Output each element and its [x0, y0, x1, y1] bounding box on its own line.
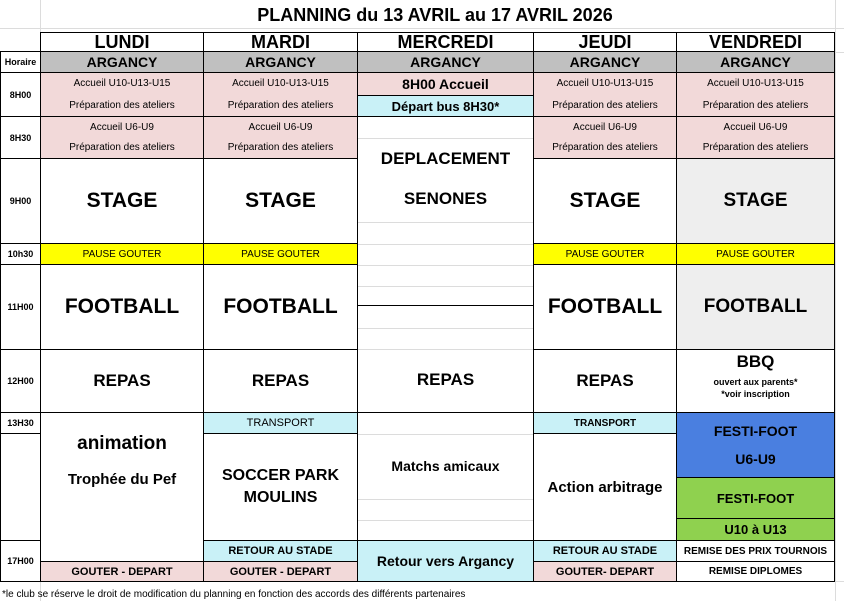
accueil-u10-label: Accueil U10-U13-U15: [73, 78, 171, 90]
mercredi-senones-label: SENONES: [403, 189, 488, 208]
grid-line: [0, 28, 844, 29]
location-mercredi: ARGANCY: [357, 51, 534, 73]
hour-10h30: 10h30: [0, 243, 41, 265]
row-line: [358, 520, 533, 521]
jeudi-repas: REPAS: [533, 349, 677, 413]
day-header-jeudi: JEUDI: [533, 32, 677, 52]
vendredi-bbq: [676, 349, 835, 413]
preparation-label: Préparation des ateliers: [552, 142, 658, 154]
accueil-u6-label: Accueil U6-U9: [90, 121, 154, 133]
row-line: [358, 349, 533, 350]
lundi-repas: REPAS: [40, 349, 204, 413]
vendredi-stage: STAGE: [676, 158, 835, 244]
vendredi-bbq-label: BBQ: [736, 352, 775, 371]
hour-13h30: 13H30: [0, 412, 41, 434]
location-vendredi: ARGANCY: [676, 51, 835, 73]
lundi-gouter: GOUTER - DEPART: [40, 561, 204, 582]
row-line: [358, 222, 533, 223]
mardi-moulins-label: MOULINS: [243, 489, 318, 506]
vendredi-football: FOOTBALL: [676, 264, 835, 350]
mardi-soccer-label: SOCCER PARK: [221, 467, 340, 484]
mardi-pause: PAUSE GOUTER: [203, 243, 358, 265]
accueil-u10-label: Accueil U10-U13-U15: [707, 78, 804, 90]
mercredi-matchs-block: [357, 412, 534, 541]
preparation-label: Préparation des ateliers: [227, 142, 334, 154]
hour-8h30: 8H30: [0, 116, 41, 159]
mercredi-deplacement: [357, 116, 534, 306]
accueil-u6-label: Accueil U6-U9: [573, 121, 637, 133]
preparation-label: Préparation des ateliers: [69, 142, 175, 154]
vendredi-festi-u6: [676, 412, 835, 478]
mercredi-matchs: Matchs amicaux: [391, 458, 500, 474]
vendredi-u10-u13: U10 à U13: [676, 518, 835, 541]
jeudi-stage: STAGE: [533, 158, 677, 244]
page-title: PLANNING du 13 AVRIL au 17 AVRIL 2026: [257, 5, 613, 25]
lundi-football: FOOTBALL: [40, 264, 204, 350]
mercredi-retour: Retour vers Argancy: [357, 540, 534, 582]
footnote: *le club se réserve le droit de modification du planning en fonction des accords des différents partenaires: [2, 589, 466, 600]
day-header-vendredi: VENDREDI: [676, 32, 835, 52]
grid-line: [835, 0, 836, 601]
preparation-label: Préparation des ateliers: [227, 99, 334, 111]
jeudi-arbitrage: Action arbitrage: [533, 433, 677, 541]
lundi-trophee: Trophée du Pef: [67, 471, 177, 488]
jeudi-pause: PAUSE GOUTER: [533, 243, 677, 265]
row-line: [358, 499, 533, 500]
row-line: [358, 265, 533, 266]
jeudi-accueil-u10: [533, 72, 677, 117]
vendredi-remise-diplomes: REMISE DIPLOMES: [676, 561, 835, 582]
day-header-lundi: LUNDI: [40, 32, 204, 52]
row-line: [358, 286, 533, 287]
day-header-mardi: MARDI: [203, 32, 358, 52]
vendredi-pause: PAUSE GOUTER: [676, 243, 835, 265]
mercredi-repas-block: [357, 305, 534, 413]
accueil-u6-label: Accueil U6-U9: [723, 121, 788, 133]
mercredi-repas: REPAS: [416, 370, 475, 389]
mercredi-depart: Départ bus 8H30*: [357, 95, 534, 117]
vendredi-ouvert-label: ouvert aux parents*: [713, 377, 798, 387]
location-mardi: ARGANCY: [203, 51, 358, 73]
vendredi-inscription-label: *voir inscription: [721, 389, 790, 399]
row-line: [358, 328, 533, 329]
jeudi-accueil-u6: [533, 116, 677, 159]
mercredi-deplacement-label: DEPLACEMENT: [380, 149, 511, 168]
hour-9h00: 9H00: [0, 158, 41, 244]
mardi-soccer-park: [203, 433, 358, 541]
lundi-accueil-u10: [40, 72, 204, 117]
mardi-retour: RETOUR AU STADE: [203, 540, 358, 562]
jeudi-retour: RETOUR AU STADE: [533, 540, 677, 562]
location-jeudi: ARGANCY: [533, 51, 677, 73]
mardi-repas: REPAS: [203, 349, 358, 413]
hour-empty: [0, 433, 41, 541]
lundi-stage: STAGE: [40, 158, 204, 244]
hour-11h00: 11H00: [0, 264, 41, 350]
jeudi-football: FOOTBALL: [533, 264, 677, 350]
preparation-label: Préparation des ateliers: [552, 99, 658, 111]
horaire-label: Horaire: [0, 51, 41, 73]
row-line: [358, 434, 533, 435]
day-header-mercredi: MERCREDI: [357, 32, 534, 52]
mercredi-accueil: 8H00 Accueil: [357, 72, 534, 96]
jeudi-gouter: GOUTER- DEPART: [533, 561, 677, 582]
location-lundi: ARGANCY: [40, 51, 204, 73]
preparation-label: Préparation des ateliers: [702, 142, 809, 154]
row-line: [358, 138, 533, 139]
vendredi-festi-u10: FESTI-FOOT: [676, 477, 835, 519]
vendredi-remise-prix: REMISE DES PRIX TOURNOIS: [676, 540, 835, 562]
vendredi-accueil-u6: [676, 116, 835, 159]
mardi-transport: TRANSPORT: [203, 412, 358, 434]
hour-17h00: 17H00: [0, 540, 41, 582]
mardi-stage: STAGE: [203, 158, 358, 244]
lundi-afternoon: [40, 412, 204, 562]
vendredi-accueil-u10: [676, 72, 835, 117]
accueil-u10-label: Accueil U10-U13-U15: [232, 78, 329, 90]
hour-12h00: 12H00: [0, 349, 41, 413]
mardi-football: FOOTBALL: [203, 264, 358, 350]
accueil-u6-label: Accueil U6-U9: [248, 121, 313, 133]
mardi-accueil-u10: [203, 72, 358, 117]
mardi-accueil-u6: [203, 116, 358, 159]
accueil-u10-label: Accueil U10-U13-U15: [556, 78, 654, 90]
festi-foot-label: FESTI-FOOT: [713, 423, 798, 439]
preparation-label: Préparation des ateliers: [69, 99, 175, 111]
mardi-gouter: GOUTER - DEPART: [203, 561, 358, 582]
row-line: [358, 244, 533, 245]
hour-8h00: 8H00: [0, 72, 41, 117]
jeudi-transport: TRANSPORT: [533, 412, 677, 434]
preparation-label: Préparation des ateliers: [702, 99, 809, 111]
u6-u9-label: U6-U9: [735, 451, 776, 467]
lundi-animation: animation: [77, 433, 167, 454]
lundi-accueil-u6: [40, 116, 204, 159]
lundi-pause: PAUSE GOUTER: [40, 243, 204, 265]
